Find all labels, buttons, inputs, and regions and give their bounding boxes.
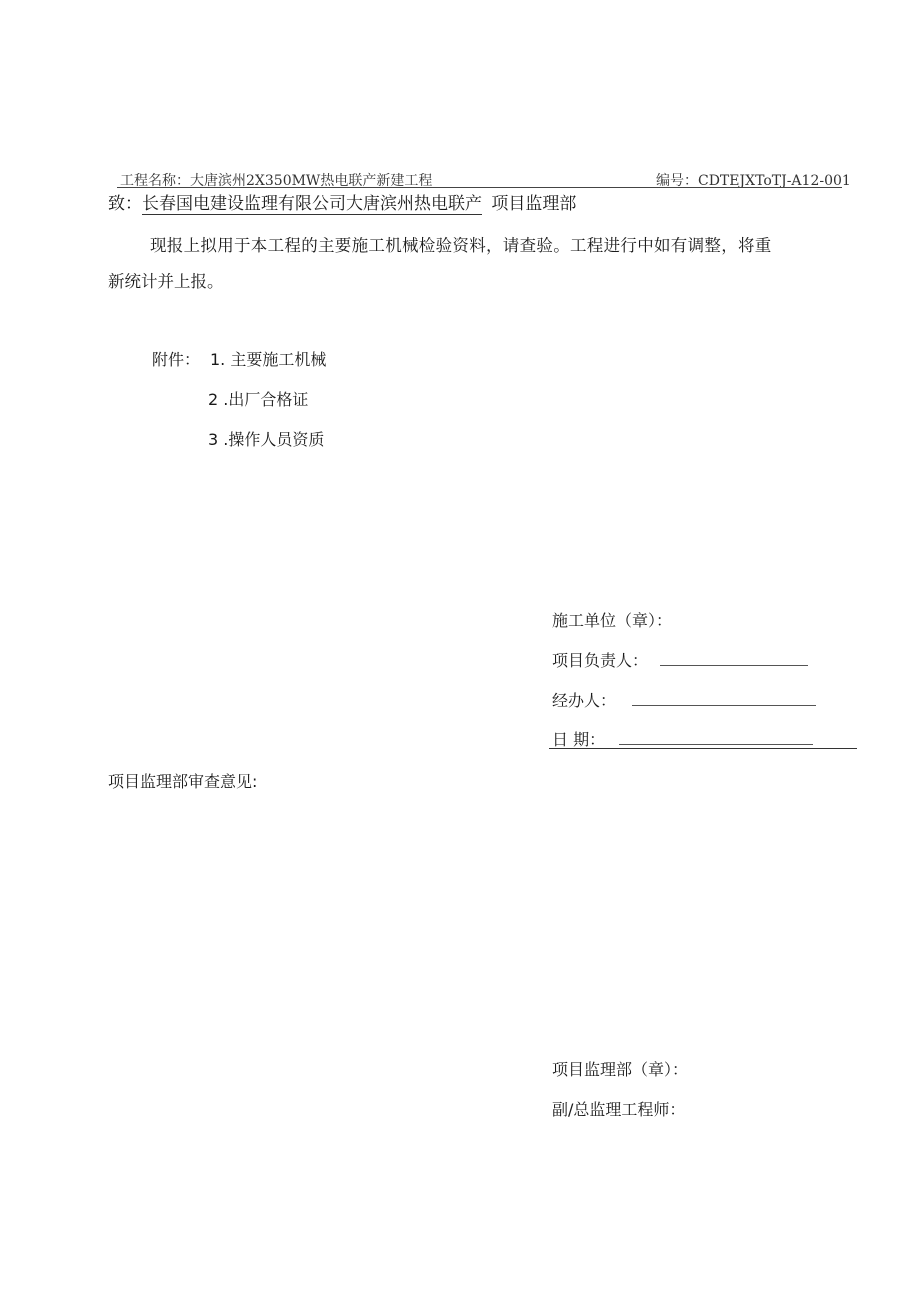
number-label: 编号： [656,173,698,189]
project-manager-blank[interactable] [660,651,808,666]
project-name: 大唐滨州2X350MW热电联产新建工程 [190,173,433,189]
project-manager-row [552,648,808,671]
body-line-1: 现报上拟用于本工程的主要施工机械检验资料，请查验。工程进行中如有调整，将重 [150,236,772,255]
handler-label: 经办人： [552,691,617,710]
review-title: 项目监理部审查意见: [108,772,258,791]
section-divider [549,748,857,749]
chief-engineer-label: 副/总监理工程师： [552,1100,686,1119]
date-row [552,727,813,750]
addressee-company: 长春国电建设监理有限公司大唐滨州热电联产 [142,194,482,214]
attachment-item-2: 2 .出厂合格证 [208,390,309,409]
attachment-item-3: 3 .操作人员资质 [208,430,325,449]
attachments-label: 附件： [152,350,201,369]
handler-row [552,688,816,711]
project-manager-label: 项目负责人： [552,651,649,670]
supervision-dept-seal: 项目监理部（章）： [552,1060,689,1079]
addressee-department: 项目监理部 [491,194,577,214]
header-rule [117,187,842,188]
construction-unit-seal: 施工单位（章）： [552,611,673,630]
date-blank[interactable] [619,730,813,745]
handler-blank[interactable] [632,691,816,706]
addressee-prefix: 致： [108,194,142,214]
number-value: CDTEJXToTJ-A12-001 [698,173,851,189]
project-label: 工程名称： [120,173,190,189]
attachment-item-1: 1. 主要施工机械 [210,350,327,369]
date-label: 日 期： [552,730,606,749]
addressee-line [108,192,576,218]
body-line-2: 新统计并上报。 [108,272,224,291]
